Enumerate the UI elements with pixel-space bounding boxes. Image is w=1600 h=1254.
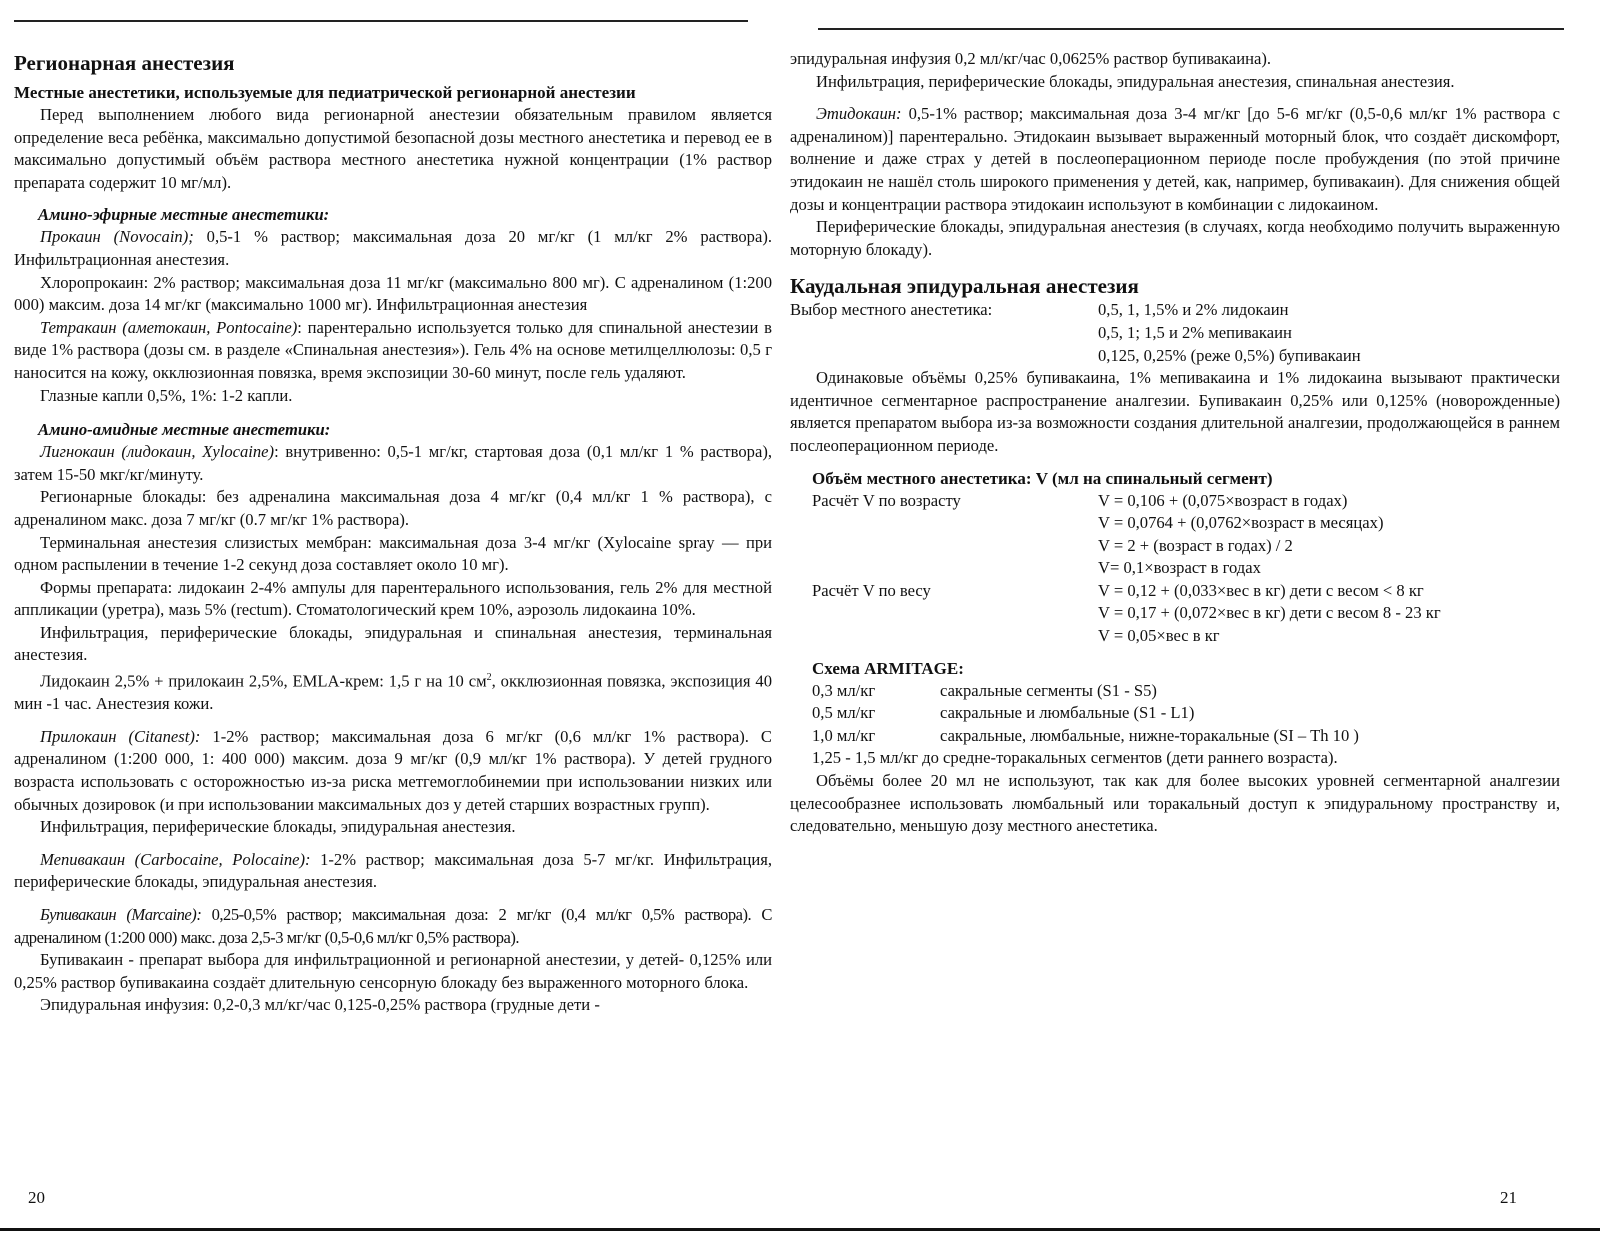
choice-item: 0,5, 1; 1,5 и 2% мепивакаин: [1098, 322, 1292, 342]
formula: V= 0,1×возраст в годах: [1098, 558, 1261, 578]
eye-drops-paragraph: Глазные капли 0,5%, 1%: 1-2 капли.: [40, 385, 293, 405]
choice-label: Выбор местного анестетика:: [790, 300, 993, 320]
table-row: [812, 725, 1359, 748]
lidocaine-uses-paragraph: Инфильтрация, периферические блокады, эпидуральная и спинальная анестезия, терминальная анестезия.: [14, 622, 772, 665]
drug-name: Мепивакаин (Carbocaine, Polocaine):: [40, 849, 311, 869]
volume-heading: Объём местного анестетика: V (мл на спинальный сегмент): [812, 468, 1273, 488]
armitage-desc: сакральные и люмбальные (S1 - L1): [940, 703, 1195, 723]
top-rule: [14, 20, 748, 22]
choice-item: 0,125, 0,25% (реже 0,5%) бупивакаин: [1098, 345, 1361, 365]
bupivacaine-paragraph: Бупивакаин (Marcaine): 0,25-0,5% раствор; максимальная доза: 2 мг/кг (0,4 мл/кг 0,5% раствора). С адреналином (1:200 000) макс. доза 2,5-3 мг/кг (0,5-0,6 мл/кг 0,5% раствора).: [14, 904, 772, 947]
formula: V = 0,12 + (0,033×вес в кг) дети с весом < 8 кг: [1098, 580, 1424, 600]
armitage-desc: сакральные сегменты (S1 - S5): [940, 680, 1157, 700]
drug-name: Тетракаин (аметокаин, Pontocaine): [40, 317, 298, 337]
drug-name: Этидокаин:: [816, 104, 902, 124]
section-subtitle: Местные анестетики, используемые для педиатрической регионарной анестезии: [14, 83, 636, 102]
bupivacaine-choice-paragraph: Бупивакаин - препарат выбора для инфильтрационной и регионарной анестезии, у детей- 0,125% или 0,25% раствор бупивакаина создаёт длительную сенсорную блокаду без выраженного моторного блока.: [14, 950, 772, 992]
page-number: 20: [28, 1188, 45, 1207]
epidural-infusion-paragraph: Эпидуральная инфузия: 0,2-0,3 мл/кг/час 0,125-0,25% раствора (грудные дети -: [40, 995, 600, 1015]
prilocaine-paragraph: Прилокаин (Citanest): 1-2% раствор; максимальная доза 6 мг/кг (0,6 мл/кг 1% раствора). С адреналином (1:200 000, 1: 400 000) максим. доза 9 мг/кг (0,9 мл/кг 1% раствора). У детей грудного возраста использовать с осторожностью из-за риска метгемоглобинемии при использовании низких или обычных дозировок (и при использовании максимальных доз у детей старших возрастных групп).: [14, 726, 772, 814]
section-title: Регионарная анестезия: [14, 51, 235, 75]
armitage-table: [812, 680, 1359, 748]
bottom-rule: [790, 1228, 1600, 1231]
armitage-dose: 0,3 мл/кг: [812, 680, 876, 700]
drug-name: Бупивакаин (Marcaine):: [40, 904, 202, 924]
caudal-title: Каудальная эпидуральная анестезия: [790, 274, 1139, 299]
formula: V = 0,0764 + (0,0762×возраст в месяцах): [1098, 513, 1384, 533]
ester-heading: Амино-эфирные местные анестетики:: [38, 205, 330, 225]
armitage-last: 1,25 - 1,5 мл/кг до средне-торакальных сегментов (дети раннего возраста).: [812, 748, 1338, 768]
closing-paragraph: Объёмы более 20 мл не используют, так как для более высоких уровней сегментарной аналгезии целесообразнее использовать люмбальный или торакальный доступ к эпидуральному пространству и, следовательно, меньшую дозу местного анестетика.: [790, 771, 1560, 836]
drug-name: Прокаин (Novocain);: [40, 227, 194, 247]
drug-name: Лигнокаин (лидокаин, Xylocaine): [40, 442, 275, 462]
prilocaine-uses-paragraph: Инфильтрация, периферические блокады, эпидуральная анестезия.: [40, 817, 516, 837]
right-page: [790, 0, 1600, 1254]
mepivacaine-paragraph: Мепивакаин (Carbocaine, Polocaine): 1-2% раствор; максимальная доза 5-7 мг/кг. Инфильтрация, периферические блокады, эпидуральная анестезия.: [14, 849, 772, 892]
procaine-paragraph: Прокаин (Novocain); 0,5-1 % раствор; максимальная доза 20 мг/кг (1 мл/кг 2% раствора). Инфильтрационная анестезия.: [14, 227, 773, 269]
left-column: [14, 50, 772, 1017]
formula: V = 2 + (возраст в годах) / 2: [1098, 535, 1293, 555]
armitage-desc: сакральные, люмбальные, нижне-торакальные (SI – Th 10 ): [940, 725, 1359, 745]
terminal-paragraph: Терминальная анестезия слизистых мембран: максимальная доза 3-4 мг/кг (Xylocaine spray — при одном распылении в течение 1-2 секунд доза составляет около 10 мг).: [14, 532, 772, 575]
continued-line: эпидуральная инфузия 0,2 мл/кг/час 0,0625% раствор бупивакаина).: [790, 49, 1272, 68]
table-row: [812, 680, 1359, 703]
emla-paragraph: Лидокаин 2,5% + прилокаин 2,5%, EMLA-крем: 1,5 г на 10 $см^2$, окклюзионная повязка, экспозиция 40 мин -1 час. Анестезия кожи.: [14, 671, 772, 714]
left-page: [0, 0, 790, 1254]
table-row: [812, 702, 1359, 725]
anesthetic-choice-table: [790, 299, 1361, 367]
formula: V = 0,05×вес в кг: [1098, 626, 1220, 646]
tetracaine-paragraph: Тетракаин (аметокаин, Pontocaine): парентерально используется только для спинальной анестезии в виде 1% раствора (дозы см. в разделе «Спинальная анестезия»). Гель 4% на основе метилцеллюлозы: 0,5 г наносится на кожу, окклюзионная повязка, время экспозиции 30-60 минут, после гель удаляют.: [14, 317, 772, 382]
bupivacaine-uses-paragraph: Инфильтрация, периферические блокады, эпидуральная анестезия, спинальная анестезия.: [816, 71, 1455, 91]
page-number: 21: [1500, 1188, 1517, 1207]
choice-item: 0,5, 1, 1,5% и 2% лидокаин: [1098, 300, 1289, 320]
forms-paragraph: Формы препарата: лидокаин 2-4% ампулы для парентерального использования, гель 2% для местной аппликации (уретра), мазь 5% (rectum). Стоматологический крем 10%, аэрозоль лидокаина 10%.: [14, 577, 772, 620]
weight-label: Расчёт V по весу: [812, 580, 931, 600]
intro-paragraph: Перед выполнением любого вида регионарной анестезии обязательным правилом является определение веса ребёнка, максимально допустимой безопасной дозы местного анестетика и перевод ее в максимально допустимый объём раствора местного анестетика нужной концентрации (1% раствор препарата содержит 10 мг/мл).: [14, 105, 772, 192]
volume-formulas-table: [812, 490, 1441, 648]
formula: V = 0,106 + (0,075×возраст в годах): [1098, 490, 1348, 510]
armitage-dose: 0,5 мл/кг: [812, 703, 876, 723]
right-column: [790, 48, 1560, 838]
etidocaine-paragraph: Этидокаин: 0,5-1% раствор; максимальная доза 3-4 мг/кг [до 5-6 мг/кг (0,5-0,6 мл/кг 1% раствора с адреналином)] парентерально. Этидокаин вызывает выраженный моторный блок, что создаёт дискомфорт, волнение и даже страх у детей в послеоперационном периоде после пробуждения (по этой причине этидокаин не нашёл столь широкого применения у детей, как, например, бупивакаин). Для снижения общей дозы и концентрации раствора этидокаин используют в комбинации с лидокаином.: [790, 104, 1560, 214]
top-rule: [818, 28, 1564, 30]
regional-blocks-paragraph: Регионарные блокады: без адреналина максимальная доза 4 мг/кг (0,4 мл/кг 1 % раствора), с адреналином макс. доза 7 мг/кг (0.7 мг/кг 1% раствора).: [14, 487, 772, 529]
etidocaine-uses-paragraph: Периферические блокады, эпидуральная анестезия (в случаях, когда необходимо получить выраженную моторную блокаду).: [790, 217, 1560, 259]
lidocaine-paragraph: Лигнокаин (лидокаин, Xylocaine): внутривенно: 0,5-1 мг/кг, стартовая доза (0,1 мл/кг 1 % раствора), затем 15-50 мкг/кг/минуту.: [14, 442, 772, 484]
chloroprocaine-paragraph: Хлоропрокаин: 2% раствор; максимальная доза 11 мг/кг (максимально 800 мг). С адреналином (1:200 000) максим. доза 14 мг/кг (максимально 1000 мг). Инфильтрационная анестезия: [14, 272, 772, 315]
armitage-heading: Схема ARMITAGE:: [812, 658, 964, 678]
drug-name: Прилокаин (Citanest):: [40, 726, 201, 746]
armitage-dose: 1,0 мл/кг: [812, 725, 876, 745]
formula: V = 0,17 + (0,072×вес в кг) дети с весом 8 - 23 кг: [1098, 603, 1441, 623]
age-label: Расчёт V по возрасту: [812, 490, 961, 510]
amide-heading: Амино-амидные местные анестетики:: [38, 420, 331, 440]
bottom-rule: [0, 1228, 790, 1231]
equal-volumes-paragraph: Одинаковые объёмы 0,25% бупивакаина, 1% мепивакаина и 1% лидокаина вызывают практически идентичное сегментарное распространение аналгезии. Бупивакаин 0,25% или 0,125% (новорожденные) является препаратом выбора из-за возможности создания длительной аналгезии, продолжающейся в раннем послеоперационном периоде.: [790, 368, 1560, 455]
